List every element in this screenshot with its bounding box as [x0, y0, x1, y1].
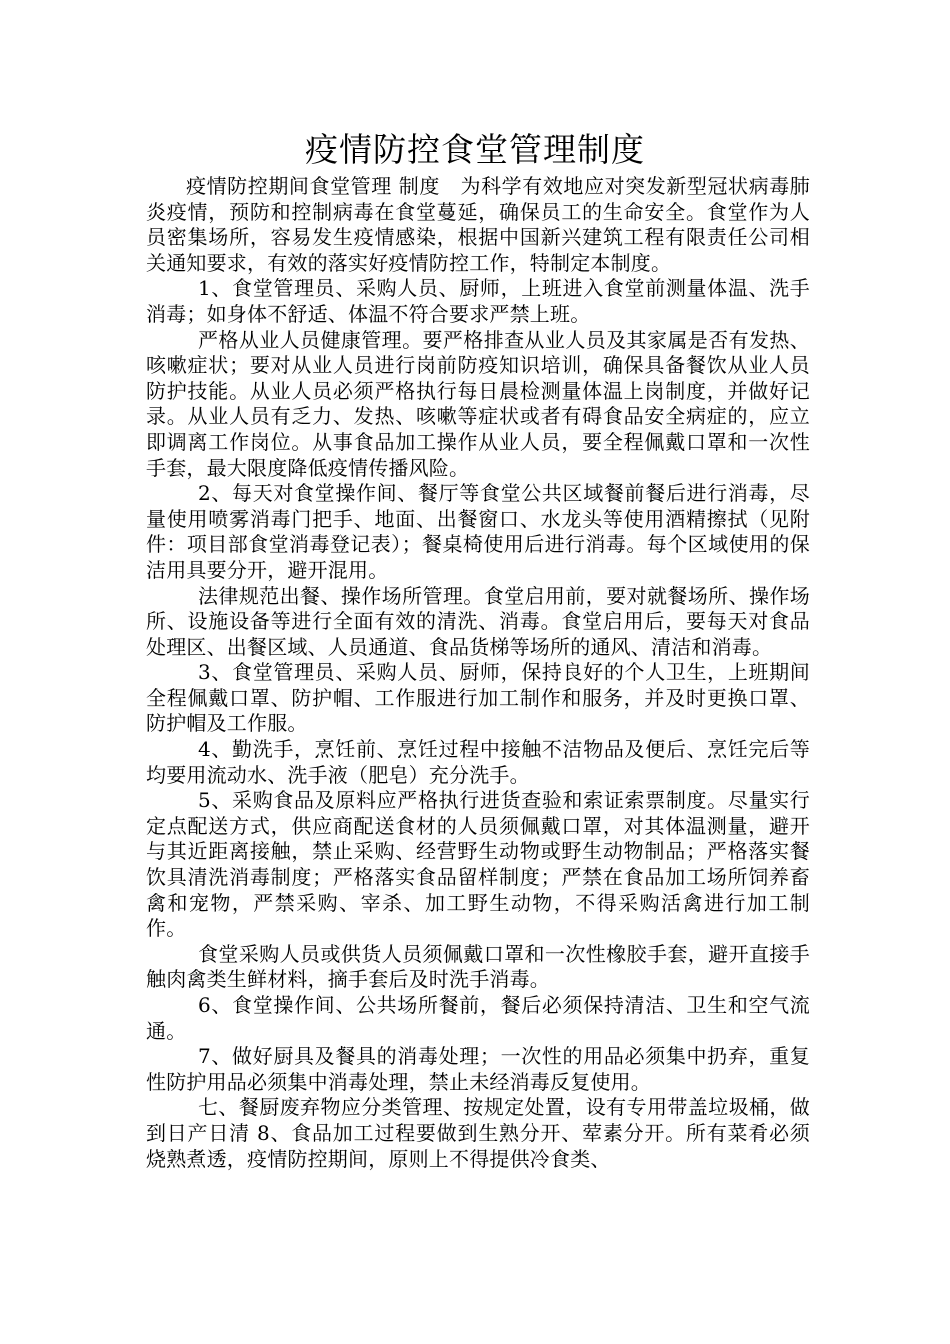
paragraph-item-waste: 七、餐厨废弃物应分类管理、按规定处置，设有专用带盖垃圾桶，做到日产日清 8、食品加工过程要做到生熟分开、荤素分开。所有菜肴必须烧熟煮透，疫情防控期间，原则上不得提供冷食类、 — [146, 1095, 810, 1171]
document-body — [146, 174, 810, 1172]
paragraph-site-management: 法律规范出餐、操作场所管理。食堂启用前，要对就餐场所、操作场所、设施设备等进行全面有效的清洗、消毒。食堂启用后，要每天对食品处理区、出餐区域、人员通道、食品货梯等场所的通风、清洁和消毒。 — [146, 583, 810, 659]
paragraph-item-5: 5、采购食品及原料应严格执行进货查验和索证索票制度。尽量实行定点配送方式，供应商配送食材的人员须佩戴口罩，对其体温测量，避开与其近距离接触，禁止采购、经营野生动物或野生动物制品；严格落实餐饮具清洗消毒制度；严格落实食品留样制度；严禁在食品加工场所饲养畜禽和宠物，严禁采购、宰杀、加工野生动物，不得采购活禽进行加工制作。 — [146, 788, 810, 941]
paragraph-item-2: 2、每天对食堂操作间、餐厅等食堂公共区域餐前餐后进行消毒，尽量使用喷雾消毒门把手、地面、出餐窗口、水龙头等使用酒精擦拭（见附件：项目部食堂消毒登记表）；餐桌椅使用后进行消毒。每个区域使用的保洁用具要分开，避开混用。 — [146, 481, 810, 582]
paragraph-health-management: 严格从业人员健康管理。要严格排查从业人员及其家属是否有发热、咳嗽症状；要对从业人员进行岗前防疫知识培训，确保具备餐饮从业人员防护技能。从业人员必须严格执行每日晨检测量体温上岗制度，并做好记录。从业人员有乏力、发热、咳嗽等症状或者有碍食品安全病症的，应立即调离工作岗位。从事食品加工操作从业人员，要全程佩戴口罩和一次性手套，最大限度降低疫情传播风险。 — [146, 327, 810, 480]
paragraph-item-4: 4、勤洗手，烹饪前、烹饪过程中接触不洁物品及便后、烹饪完后等均要用流动水、洗手液（肥皂）充分洗手。 — [146, 737, 810, 787]
paragraph-purchasing-staff: 食堂采购人员或供货人员须佩戴口罩和一次性橡胶手套，避开直接手触肉禽类生鲜材料，摘手套后及时洗手消毒。 — [146, 941, 810, 992]
document-title: 疫情防控食堂管理制度 — [305, 130, 645, 169]
paragraph-item-6: 6、食堂操作间、公共场所餐前，餐后必须保持清洁、卫生和空气流通。 — [146, 993, 810, 1043]
paragraph-item-7: 7、做好厨具及餐具的消毒处理；一次性的用品必须集中扔弃，重复性防护用品必须集中消毒处理，禁止未经消毒反复使用。 — [146, 1044, 810, 1094]
paragraph-item-1: 1、食堂管理员、采购人员、厨师，上班进入食堂前测量体温、洗手消毒；如身体不舒适、体温不符合要求严禁上班。 — [146, 276, 810, 326]
paragraph-item-3: 3、食堂管理员、采购人员、厨师，保持良好的个人卫生，上班期间全程佩戴口罩、防护帽、工作服进行加工制作和服务，并及时更换口罩、防护帽及工作服。 — [146, 660, 810, 736]
paragraph-intro: 疫情防控期间食堂管理 制度 为科学有效地应对突发新型冠状病毒肺炎疫情，预防和控制病毒在食堂蔓延，确保员工的生命安全。食堂作为人员密集场所，容易发生疫情感染，根据中国新兴建筑工程有限责任公司相关通知要求，有效的落实好疫情防控工作，特制定本制度。 — [146, 174, 810, 275]
